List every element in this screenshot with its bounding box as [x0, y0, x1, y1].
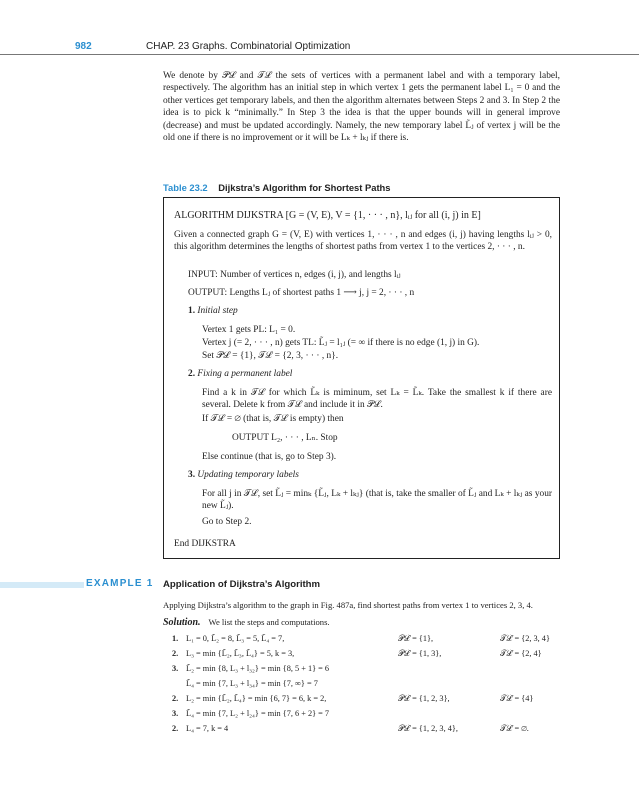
row-6-number: 3. — [172, 709, 179, 718]
row-2-expression: L₃ = min {L̃₂, L̃₃, L̃₄} = 5, k = 3, — [186, 649, 295, 658]
row-2-pl: 𝒫ℒ = {1, 3}, — [398, 649, 442, 658]
example-title: Application of Dijkstra’s Algorithm — [163, 579, 321, 590]
algorithm-output: OUTPUT: Lengths Lⱼ of shortest paths 1 ⟶ j, j = 2, · · · , n — [188, 288, 415, 298]
solution-text: We list the steps and computations. — [208, 617, 330, 627]
row-1-pl: 𝒫ℒ = {1}, — [398, 634, 434, 643]
solution-label: Solution. — [163, 617, 201, 628]
step1-line-2: Vertex j (= 2, · · · , n) gets TL: L̃ⱼ = l₁ⱼ (= ∞ if there is no edge (1, j) in G). — [202, 338, 480, 348]
step2-if-line: If 𝒯ℒ = ∅ (that is, 𝒯ℒ is empty) then — [202, 414, 344, 424]
step3-text: For all j in 𝒯ℒ, set L̃ⱼ = minₖ {L̃ⱼ, Lₖ + lₖⱼ} (that is, take the smaller of L̃ⱼ and Lₖ + lₖⱼ as your new L̃ⱼ). — [202, 489, 552, 512]
solution-line — [163, 617, 330, 628]
row-5-tl: 𝒯ℒ = {4} — [500, 694, 534, 703]
running-head: CHAP. 23 Graphs. Combinatorial Optimization — [146, 41, 351, 52]
intro-paragraph: We denote by 𝒫ℒ and 𝒯ℒ the sets of vertices with a permanent label and with a temporary label, respectively. The algorithm has an initial step in which vertex 1 gets the permanent label L₁ = 0 and the other vertices get temporary labels, and then the algorithm alternates between Steps 2 and 3. In Step 2 the idea is to pick k “minimally.” In Step 3 the idea is that the upper bounds will in general improve (decrease) and must be updated accordingly. Namely, the new temporary label L̃ⱼ of vertex j will be the old one if there is no improvement or it will be Lₖ + lₖⱼ if there is. — [163, 71, 560, 144]
step1-title: Initial step — [197, 306, 238, 316]
row-7-tl: 𝒯ℒ = ∅. — [500, 724, 529, 733]
algorithm-input: INPUT: Number of vertices n, edges (i, j), and lengths lᵢⱼ — [188, 270, 401, 280]
step2-heading — [188, 368, 292, 380]
step3-goto: Go to Step 2. — [202, 517, 252, 527]
row-2-tl: 𝒯ℒ = {2, 4} — [500, 649, 542, 658]
row-2-number: 2. — [172, 649, 179, 658]
algorithm-end: End DIJKSTRA — [174, 539, 236, 549]
row-1-number: 1. — [172, 634, 179, 643]
table-caption — [163, 182, 391, 193]
step3-number: 3. — [188, 470, 196, 480]
table-title: Dijkstra’s Algorithm for Shortest Paths — [218, 182, 391, 193]
step3-heading — [188, 469, 299, 481]
row-1-tl: 𝒯ℒ = {2, 3, 4} — [500, 634, 550, 643]
step1-heading — [188, 305, 238, 317]
step2-else-line: Else continue (that is, go to Step 3). — [202, 452, 337, 462]
row-3-number: 3. — [172, 664, 179, 673]
row-3-expression: L̃₂ = min {8, L₃ + l₃₂} = min {8, 5 + 1} = 6 — [186, 664, 330, 673]
step1-line-3: Set 𝒫ℒ = {1}, 𝒯ℒ = {2, 3, · · · , n}. — [202, 351, 339, 361]
row-7-pl: 𝒫ℒ = {1, 2, 3, 4}, — [398, 724, 458, 733]
step2-number: 2. — [188, 369, 196, 379]
page-number: 982 — [75, 41, 92, 52]
step1-line-1: Vertex 1 gets PL: L₁ = 0. — [202, 325, 296, 335]
example-label: EXAMPLE 1 — [86, 578, 154, 589]
header-rule — [0, 54, 639, 55]
algorithm-description: Given a connected graph G = (V, E) with vertices 1, · · · , n and edges (i, j) having lengths lᵢⱼ > 0, this algorithm determines the lengths of shortest paths from vertex 1 to the vertices 2, · · · , n. — [174, 230, 552, 253]
example-text: Applying Dijkstra’s algorithm to the graph in Fig. 487a, find shortest paths from vertex 1 to vertices 2, 3, 4. — [163, 600, 533, 610]
step2-output-line: OUTPUT L₂, · · · , Lₙ. Stop — [232, 433, 338, 443]
row-1-expression: L₁ = 0, L̃₂ = 8, L̃₃ = 5, L̃₄ = 7, — [186, 634, 285, 643]
row-6-expression: L̃₄ = min {7, L₂ + l₂₄} = min {7, 6 + 2} = 7 — [186, 709, 330, 718]
step3-title: Updating temporary labels — [197, 470, 299, 480]
row-5-pl: 𝒫ℒ = {1, 2, 3}, — [398, 694, 450, 703]
row-7-number: 2. — [172, 724, 179, 733]
step2-text: Find a k in 𝒯ℒ for which L̃ₖ is miminum, set Lₖ = L̃ₖ. Take the smallest k if there are several. Delete k from 𝒯ℒ and include it in 𝒫ℒ. — [202, 388, 552, 411]
algorithm-box — [163, 197, 560, 559]
step2-title: Fixing a permanent label — [197, 369, 293, 379]
row-5-number: 2. — [172, 694, 179, 703]
row-7-expression: L₄ = 7, k = 4 — [186, 724, 229, 733]
table-number: Table 23.2 — [163, 182, 208, 193]
row-5-expression: L₂ = min {L̃₂, L̃₄} = min {6, 7} = 6, k = 2, — [186, 694, 327, 703]
row-4-expression: L̃₄ = min {7, L₃ + l₃₄} = min {7, ∞} = 7 — [186, 679, 318, 688]
algorithm-header: ALGORITHM DIJKSTRA [G = (V, E), V = {1, · · · , n}, lᵢⱼ for all (i, j) in E] — [174, 210, 481, 221]
step1-number: 1. — [188, 306, 196, 316]
